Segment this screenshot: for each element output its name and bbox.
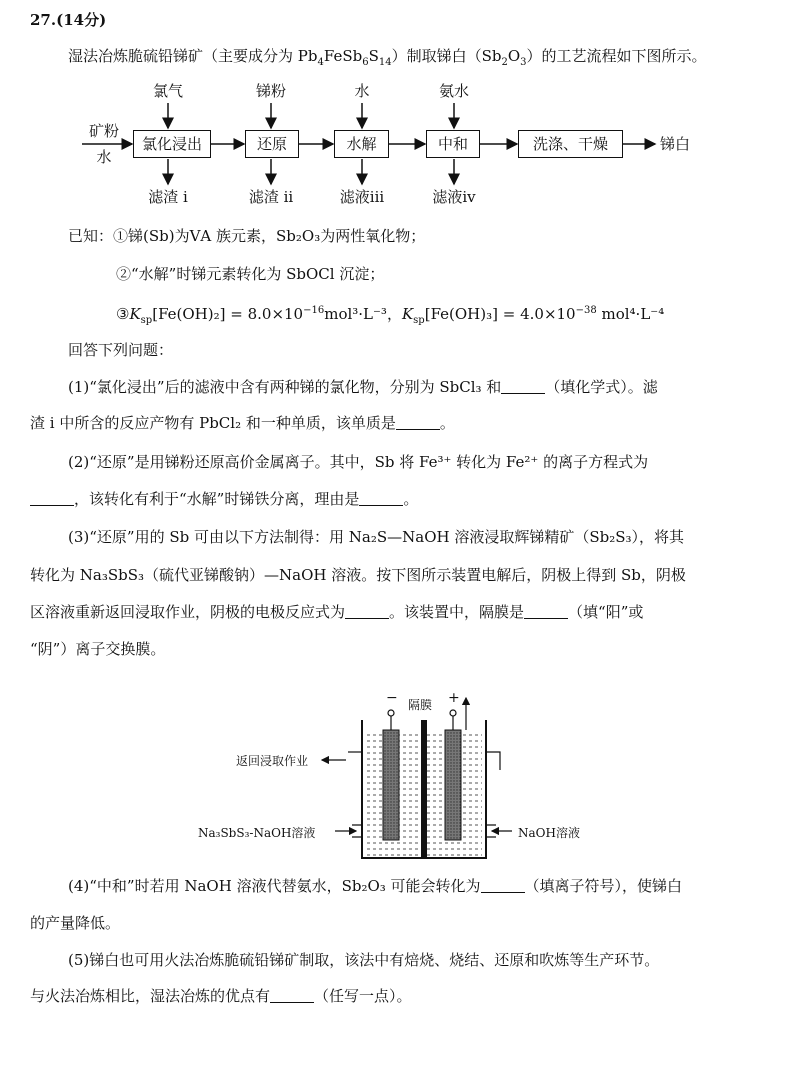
question-points: (14分) [56, 11, 107, 29]
known-2: ②“水解”时锑元素转化为 SbOCl 沉淀； [116, 265, 385, 283]
known-sp-2: sp [413, 315, 425, 326]
known-3 [116, 301, 664, 331]
q2-line2 [30, 489, 418, 509]
intro-sub4: 4 [317, 57, 324, 68]
membrane [421, 720, 427, 858]
q3-line3 [30, 602, 643, 622]
known-k3-d: [Fe(OH)₃] = 4.0×10 [424, 305, 576, 323]
input-water: 水 [354, 82, 370, 100]
input-chlorine: 氯气 [152, 82, 183, 100]
electrolysis-apparatus [0, 690, 800, 870]
cathode [383, 730, 399, 840]
q2-c: 。 [403, 490, 419, 508]
step-neutralization: 中和 [426, 130, 480, 158]
q3-blank-1[interactable] [345, 604, 389, 619]
q4-line1 [68, 876, 682, 896]
q2-line1: (2)“还原”是用锑粉还原高价金属离子。其中，Sb 将 Fe³⁺ 转化为 Fe²⁺ 的离子方程式为 [68, 453, 649, 471]
known-k3-a: ③ [116, 305, 130, 323]
q1-blank-1[interactable] [501, 379, 545, 394]
q4-a: (4)“中和”时若用 NaOH 溶液代替氨水，Sb₂O₃ 可能会转化为 [68, 877, 481, 895]
q1-b: （填化学式）。滤 [545, 378, 658, 396]
step-hydrolysis: 水解 [334, 130, 389, 158]
output-filtrate-3: 滤液iii [339, 188, 385, 206]
known-ksp-1: K [129, 305, 141, 323]
intro-sub3: 3 [520, 57, 527, 68]
anode-terminal [450, 710, 456, 716]
output-residue-2: 滤渣 ii [248, 188, 294, 206]
intro-part3: ）的工艺流程如下图所示。 [526, 47, 707, 65]
feed-ore-label: 矿粉 [88, 122, 119, 140]
q4-b: （填离子符号），使锑白 [524, 877, 683, 895]
apparatus-drawing [0, 690, 800, 870]
q5-c: （任写一点）。 [314, 987, 412, 1005]
intro-pb: Pb [297, 47, 318, 65]
q3-d: 。该装置中，隔膜是 [389, 603, 525, 621]
cathode-sign: − [386, 690, 398, 706]
known-sp-1: sp [140, 315, 153, 326]
left-feed-label: Na₃SbS₃-NaOH溶液 [198, 826, 316, 840]
output-filtrate-4: 滤液iv [432, 188, 476, 206]
known-k3-b: [Fe(OH)₂] = 8.0×10 [152, 305, 304, 323]
q1-line2 [30, 413, 455, 433]
known-k3-c: mol³·L⁻³， [324, 305, 402, 323]
product-antimony-white: 锑白 [660, 135, 691, 153]
known-ksp-2: K [401, 305, 414, 323]
known-1 [68, 226, 425, 246]
q3-c: 区溶液重新返回浸取作业，阴极的电极反应式为 [30, 603, 346, 621]
q3-line2: 转化为 Na₃SbS₃（硫代亚锑酸钠）—NaOH 溶液。按下图所示装置电解后，阴极上得到 Sb，阴极 [30, 566, 686, 584]
q1-line1 [68, 377, 658, 397]
q2-blank-1[interactable] [30, 491, 74, 506]
known-prefix: 已知： [68, 227, 114, 245]
process-flow-chart [0, 0, 800, 230]
known-k3-e: mol⁴·L⁻⁴ [596, 305, 665, 323]
known-exp-1: −16 [303, 305, 325, 316]
q5-b: 与火法冶炼相比，湿法冶炼的优点有 [30, 987, 271, 1005]
q3-blank-2[interactable] [524, 604, 568, 619]
q4-line2: 的产量降低。 [30, 914, 121, 932]
step-reduction: 还原 [245, 130, 299, 158]
flow-arrows [0, 0, 800, 230]
feed-water-label: 水 [96, 148, 112, 166]
anode [445, 730, 461, 840]
q4-blank-1[interactable] [481, 878, 525, 893]
intro-sub6: 6 [362, 57, 369, 68]
q1-blank-2[interactable] [396, 415, 440, 430]
intro-sub14: 14 [378, 57, 392, 68]
return-label: 返回浸取作业 [236, 754, 309, 768]
intro-s: S [368, 47, 379, 65]
q2-blank-2[interactable] [359, 491, 403, 506]
input-sb-powder: 锑粉 [255, 82, 286, 100]
q3-line1: (3)“还原”用的 Sb 可由以下方法制得：用 Na₂S—NaOH 溶液浸取辉锑精矿（Sb₂S₃），将其 [68, 528, 685, 546]
intro-sub2: 2 [501, 57, 508, 68]
q1-a: (1)“氯化浸出”后的滤液中含有两种锑的氯化物，分别为 SbCl₃ 和 [68, 378, 502, 396]
intro-fe: FeSb [323, 47, 363, 65]
intro-part2: ）制取锑白（Sb [391, 47, 502, 65]
q5-blank-1[interactable] [270, 988, 314, 1003]
q3-line4: “阴”）离子交换膜。 [30, 640, 166, 658]
membrane-label: 隔膜 [408, 698, 433, 712]
input-ammonia: 氨水 [438, 82, 469, 100]
known-exp-2: −38 [575, 305, 597, 316]
intro-part1: 湿法冶炼脆硫铅锑矿（主要成分为 [68, 47, 298, 65]
anode-sign: + [448, 690, 460, 706]
known-k1: ①锑(Sb)为ⅤA 族元素，Sb₂O₃为两性氧化物； [113, 227, 426, 245]
question-number: 27. [30, 11, 57, 29]
cathode-terminal [388, 710, 394, 716]
q1-c: 渣 i 中所含的反应产物有 PbCl₂ 和一种单质，该单质是 [30, 414, 396, 432]
q5-line2 [30, 986, 412, 1006]
instruction: 回答下列问题： [68, 341, 174, 359]
right-feed-label: NaOH溶液 [518, 826, 580, 840]
step-chlorination-leaching: 氯化浸出 [133, 130, 211, 158]
step-wash-dry: 洗涤、干燥 [518, 130, 623, 158]
q1-d: 。 [439, 414, 455, 432]
q2-b: ，该转化有利于“水解”时锑铁分离，理由是 [74, 490, 360, 508]
q3-e: （填“阳”或 [568, 603, 644, 621]
intro-o: O [507, 47, 521, 65]
q5-line1: (5)锑白也可用火法冶炼脆硫铅锑矿制取，该法中有焙烧、烧结、还原和吹炼等生产环节。 [68, 951, 660, 969]
output-residue-1: 滤渣 i [148, 188, 188, 206]
